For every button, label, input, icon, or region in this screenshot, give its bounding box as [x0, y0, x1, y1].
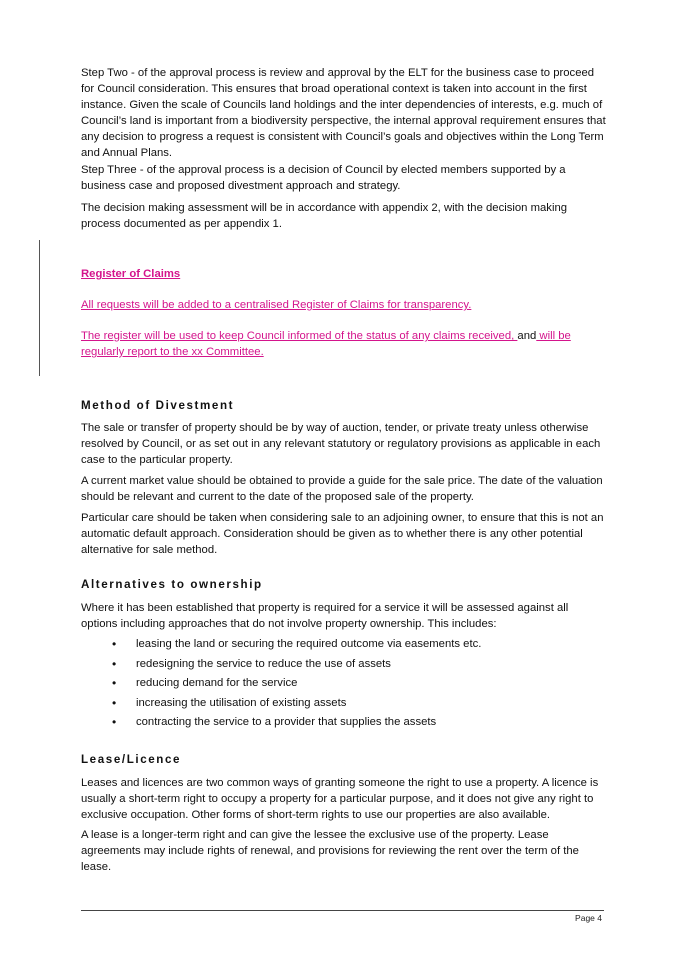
list-item-text: reducing demand for the service: [136, 677, 298, 689]
list-item-text: redesigning the service to reduce the use of assets: [136, 657, 391, 670]
lease-heading: Lease/Licence: [81, 753, 182, 766]
lease-p1: [81, 775, 606, 823]
bullet-icon: •: [112, 637, 117, 651]
divestment-p3: [81, 510, 606, 558]
page-number: Page 4: [575, 913, 602, 923]
step-two-paragraph: [81, 65, 606, 162]
list-item: [112, 675, 481, 695]
list-item: [112, 695, 481, 715]
divestment-p2: [81, 473, 606, 505]
divestment-p2-text: A current market value should be obtained to provide a guide for the sale price. The date of the valuation should be relevant and current to the date of the proposed sale of the property.: [81, 475, 603, 504]
alternatives-heading: Alternatives to ownership: [81, 578, 263, 591]
register-line-2-and: and: [517, 330, 537, 342]
decision-assessment-text: The decision making assessment will be in accordance with appendix 2, with the decision making process documented as per appendix 1.: [81, 202, 568, 231]
list-item: [112, 714, 481, 734]
bullet-icon: •: [112, 656, 117, 671]
divestment-p1-text: The sale or transfer of property should be by way of auction, tender, or private treaty unless otherwise resolved by Council, or as set out in any relevant statutory or regulatory provisions as applicable in each case to the particular property.: [81, 422, 601, 467]
decision-assessment-paragraph: [81, 200, 606, 232]
step-two-text: Step Two - of the approval process is review and approval by the ELT for the business case to proceed for Council consideration. This ensures that broad operational context is taken into account in the first instance. Given the scale of Councils land holdings and the inter dependencies of interests, e.g. much of Council’s land is important from a biodiversity perspective, the internal approval requirement ensures that any decision to progress a request is consistent with Council’s goals and objectives within the Long Term and Annual Plans.: [81, 67, 606, 160]
bullet-icon: •: [112, 715, 117, 729]
step-three-text: Step Three - of the approval process is a decision of Council by elected members supported by a business case and proposed divestment approach and strategy.: [81, 164, 566, 193]
register-line-1: All requests will be added to a centralised Register of Claims for transparency.: [81, 299, 472, 311]
divestment-p1: [81, 420, 606, 468]
bullet-icon: •: [112, 695, 117, 710]
list-item-text: leasing the land or securing the required outcome via easements etc.: [136, 638, 482, 650]
change-bar: [39, 240, 40, 376]
step-three-paragraph: [81, 162, 606, 194]
list-item: [112, 636, 481, 656]
alternatives-list: [112, 636, 481, 734]
register-line-2: [81, 328, 606, 360]
bullet-icon: •: [112, 676, 117, 690]
list-item: [112, 656, 481, 676]
list-item-text: increasing the utilisation of existing assets: [136, 696, 347, 709]
list-item-text: contracting the service to a provider that supplies the assets: [136, 716, 437, 728]
divestment-p3-text: Particular care should be taken when considering sale to an adjoining owner, to ensure that this is not an automatic default approach. Consideration should be given as to whether there is any other potential alternative for sale method.: [81, 512, 604, 557]
lease-p2: [81, 827, 606, 875]
divestment-heading: Method of Divestment: [81, 399, 235, 412]
alternatives-intro: [81, 600, 606, 632]
register-line-2-part-2: will be regularly report to the xx Committee.: [81, 330, 571, 359]
footer-divider: [81, 910, 604, 911]
lease-p2-text: A lease is a longer-term right and can give the lessee the exclusive use of the property. Lease agreements may include rights of renewal, and provisions for reviewing the rent over the term of the lease.: [81, 829, 579, 874]
register-line-2-part-1: The register will be used to keep Council informed of the status of any claims received,: [81, 330, 518, 342]
register-heading: Register of Claims: [81, 268, 181, 280]
lease-p1-text: Leases and licences are two common ways of granting someone the right to use a property. A licence is usually a short-term right to occupy a property for a particular purpose, and it does not give any right to exclusive occupation. Other forms of short-term rights to use our properties are also available.: [81, 777, 599, 822]
alternatives-intro-text: Where it has been established that property is required for a service it will be assessed against all options including approaches that do not involve property ownership. This includes:: [81, 602, 569, 631]
